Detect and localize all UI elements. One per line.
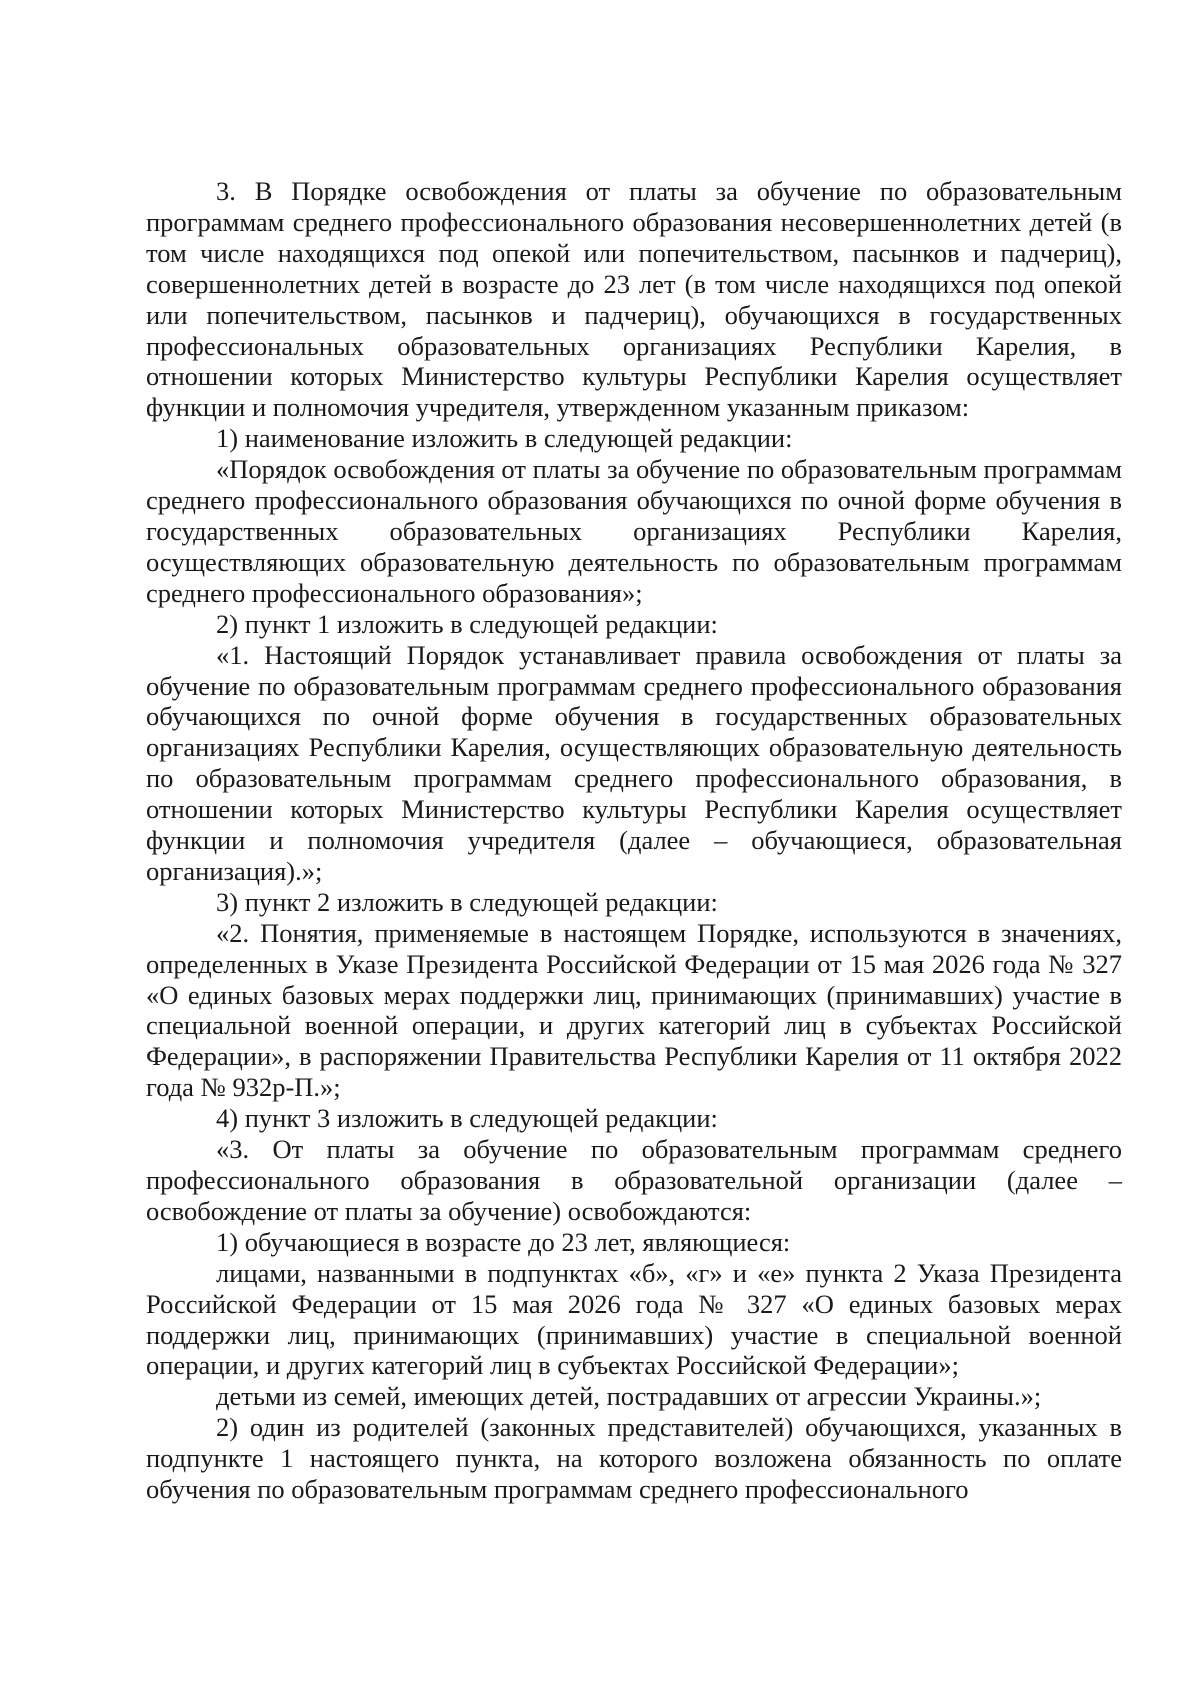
paragraph-subitem-3-title: 3) пункт 2 изложить в следующей редакции: [216, 886, 718, 917]
paragraph-point-3-sub-2: 2) один из родителей (законных представителей) обучающихся, указанных в подпункте 1 настоящего пункта, на которого возложена обязанность по оплате обучения по образовательным программам среднего профессионального [146, 1412, 1122, 1505]
paragraph-subitem-2-title: 2) пункт 1 изложить в следующей редакции: [216, 608, 718, 639]
paragraph-point-1-quote: «1. Настоящий Порядок устанавливает правила освобождения от платы за обучение по образовательным программам среднего профессионального образования обучающихся по очной форме обучения в государственных образовательных организациях Республики Карелия, осуществляющих образовательную деятельность по образовательным программам среднего профессионального образования, в отношении которых Министерство культуры Республики Карелия осуществляет функции и полномочия учредителя (далее – обучающиеся, образовательная организация).»; [146, 639, 1122, 886]
paragraph-children-families: детьми из семей, имеющих детей, пострадавших от агрессии Украины.»; [216, 1381, 1042, 1412]
paragraph-persons-named: лицами, названными в подпунктах «б», «г» и «е» пункта 2 Указа Президента Российской Федерации от 15 мая 2026 года № 327 «О единых базовых мерах поддержки лиц, принимающих (принимавших) участие в специальной военной операции, и других категорий лиц в субъектах Российской Федерации»; [146, 1257, 1122, 1381]
paragraph-point-3-quote: «3. От платы за обучение по образовательным программам среднего профессионального образования в образовательной организации (далее – освобождение от платы за обучение) освобождаются: [146, 1134, 1122, 1226]
paragraph-new-title-quote: «Порядок освобождения от платы за обучение по образовательным программам среднего профессионального образования обучающихся по очной форме обучения в государственных образовательных организациях Республики Карелия, осуществляющих образовательную деятельность по образовательным программам среднего профессионального образования»; [146, 454, 1122, 608]
paragraph-point-2-quote: «2. Понятия, применяемые в настоящем Порядке, используются в значениях, определенных в Указе Президента Российской Федерации от 15 мая 2026 года № 327 «О единых базовых мерах поддержки лиц, принимающих (принимавших) участие в специальной военной операции, и других категорий лиц в субъектах Российской Федерации», в распоряжении Правительства Республики Карелия от 11 октября 2022 года № 932р-П.»; [146, 917, 1122, 1103]
document-page [146, 176, 1122, 1505]
paragraph-subitem-4-title: 4) пункт 3 изложить в следующей редакции: [216, 1103, 718, 1134]
paragraph-point-3-sub-1: 1) обучающиеся в возрасте до 23 лет, являющиеся: [216, 1226, 791, 1257]
paragraph-3-intro: 3. В Порядке освобождения от платы за обучение по образовательным программам среднего профессионального образования несовершеннолетних детей (в том числе находящихся под опекой или попечительством, пасынков и падчериц), совершеннолетних детей в возрасте до 23 лет (в том числе находящихся под опекой или попечительством, пасынков и падчериц), обучающихся в государственных профессиональных образовательных организациях Республики Карелия, в отношении которых Министерство культуры Республики Карелия осуществляет функции и полномочия учредителя, утвержденном указанным приказом: [146, 176, 1122, 423]
paragraph-subitem-1-title: 1) наименование изложить в следующей редакции: [216, 423, 793, 454]
